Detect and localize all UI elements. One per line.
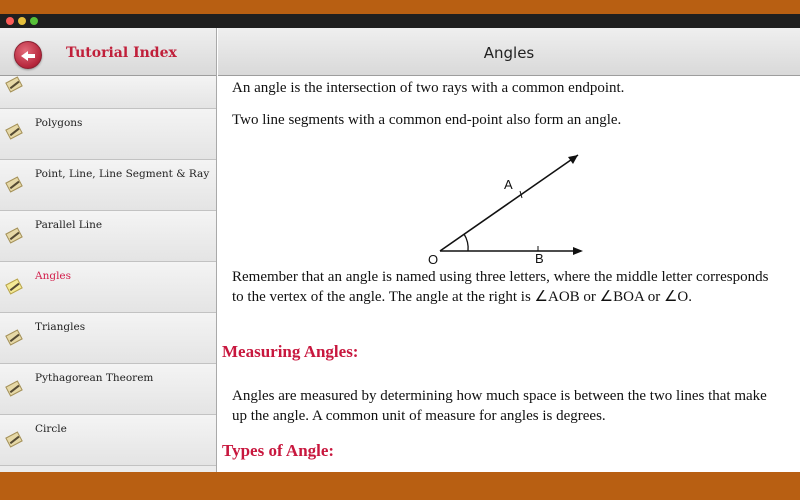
- scroll-quill-icon: [5, 176, 25, 192]
- page-title: Angles: [483, 44, 535, 62]
- scroll-quill-icon: [5, 227, 25, 243]
- main-header: [218, 28, 800, 76]
- label-a: A: [504, 177, 513, 192]
- paragraph-definition: An angle is the intersection of two rays with a common endpoint.: [232, 80, 625, 96]
- back-button[interactable]: [14, 41, 42, 69]
- label-b: B: [535, 251, 544, 266]
- window-frame-bottom: [0, 472, 800, 500]
- sidebar-item-triangles[interactable]: [0, 313, 216, 364]
- scroll-quill-icon: [5, 329, 25, 345]
- sidebar-item-polygons[interactable]: [0, 109, 216, 160]
- scroll-quill-icon: [5, 278, 25, 294]
- sidebar-item-label: Circle: [35, 423, 67, 435]
- paragraph-naming: Remember that an angle is named using three letters, where the middle letter corresponds to the vertex of the angle. The angle at the right is ∠AOB or ∠BOA or ∠O.: [232, 269, 769, 305]
- sidebar-item-parallel-line[interactable]: [0, 211, 216, 262]
- sidebar: [0, 28, 217, 472]
- close-window-button[interactable]: [6, 17, 14, 25]
- sidebar-item-partial[interactable]: [0, 76, 216, 109]
- paragraph-measuring: Angles are measured by determining how much space is between the two lines that make up the angle. A common unit of measure for angles is degrees.: [232, 388, 767, 424]
- sidebar-item-pythagorean[interactable]: [0, 364, 216, 415]
- scroll-quill-icon: [5, 380, 25, 396]
- angle-diagram: [423, 138, 583, 267]
- window-frame-top: [0, 0, 800, 14]
- label-o: O: [428, 252, 439, 267]
- sidebar-item-label: Triangles: [35, 321, 86, 333]
- sidebar-item-angles[interactable]: [0, 262, 216, 313]
- sidebar-item-label: Polygons: [35, 117, 83, 129]
- scroll-quill-icon: [5, 123, 25, 139]
- main-content: [218, 28, 800, 472]
- zoom-window-button[interactable]: [30, 17, 38, 25]
- tutorial-list: [0, 76, 216, 466]
- scroll-quill-icon: [5, 431, 25, 447]
- sidebar-item-label: Pythagorean Theorem: [35, 372, 154, 384]
- sidebar-item-label: Angles: [35, 270, 72, 282]
- scroll-quill-icon: [5, 76, 25, 92]
- sidebar-header: [0, 28, 216, 76]
- sidebar-item-circle[interactable]: [0, 415, 216, 466]
- sidebar-title: Tutorial Index: [66, 45, 177, 61]
- app-window: [0, 28, 800, 472]
- sidebar-item-label: Parallel Line: [35, 219, 103, 231]
- heading-measuring-angles: Measuring Angles:: [222, 342, 359, 361]
- paragraph-segments: Two line segments with a common end-point also form an angle.: [232, 112, 622, 128]
- window-titlebar: [0, 14, 800, 28]
- heading-types-of-angle: Types of Angle:: [222, 441, 335, 460]
- minimize-window-button[interactable]: [18, 17, 26, 25]
- sidebar-item-point-line[interactable]: [0, 160, 216, 211]
- sidebar-item-label: Point, Line, Line Segment & Ray: [35, 168, 210, 180]
